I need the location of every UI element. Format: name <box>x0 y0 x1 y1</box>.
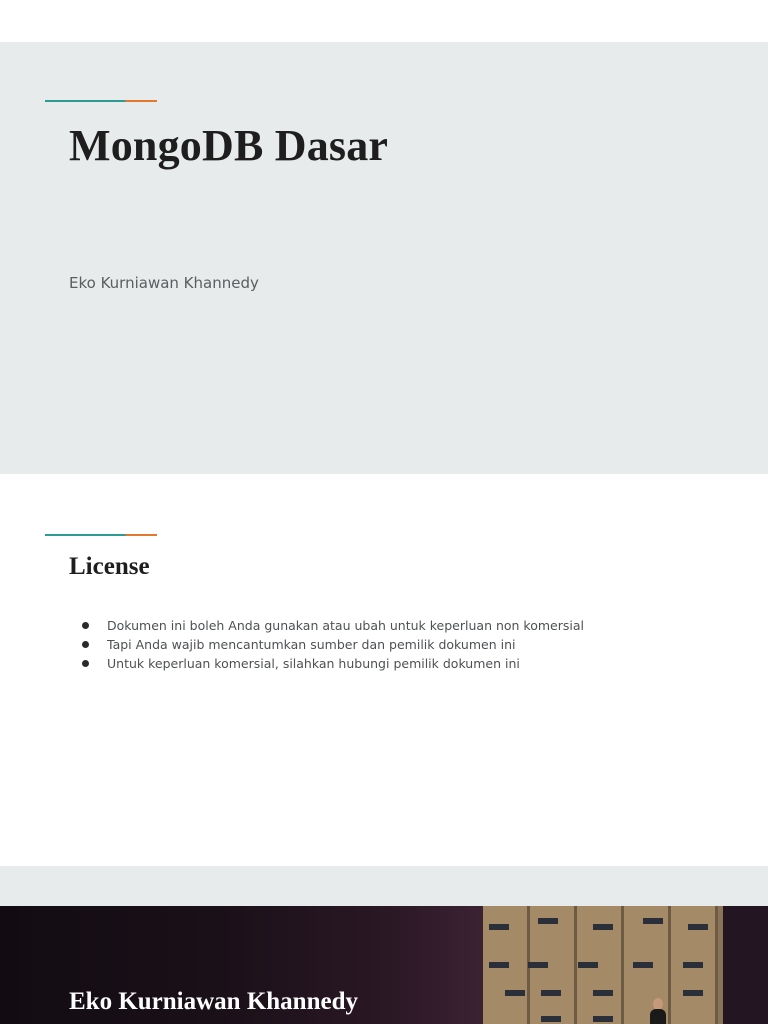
license-bullet-item <box>69 654 584 673</box>
presentation-title: MongoDB Dasar <box>69 121 389 170</box>
page-top-margin <box>0 0 768 42</box>
license-slide <box>0 474 768 866</box>
slide-separator <box>0 866 768 906</box>
speaker-figure <box>650 998 666 1024</box>
license-bullet-text: Untuk keperluan komersial, silahkan hubungi pemilik dokumen ini <box>107 656 520 671</box>
title-slide <box>0 42 768 474</box>
bullet-dot-icon <box>82 622 89 629</box>
license-bullet-text: Dokumen ini boleh Anda gunakan atau ubah untuk keperluan non komersial <box>107 618 584 633</box>
license-bullet-text: Tapi Anda wajib mencantumkan sumber dan pemilik dokumen ini <box>107 637 516 652</box>
title-accent-line <box>45 100 157 102</box>
license-bullet-item <box>69 616 584 635</box>
license-heading: License <box>69 553 150 580</box>
license-bullet-list <box>69 616 584 673</box>
profile-name: Eko Kurniawan Khannedy <box>69 988 358 1015</box>
license-accent-line <box>45 534 157 536</box>
profile-slide <box>0 906 768 1024</box>
presentation-author: Eko Kurniawan Khannedy <box>69 274 259 292</box>
stage-wall-image <box>483 906 723 1024</box>
license-bullet-item <box>69 635 584 654</box>
stage-curtain <box>723 906 768 1024</box>
bullet-dot-icon <box>82 660 89 667</box>
bullet-dot-icon <box>82 641 89 648</box>
